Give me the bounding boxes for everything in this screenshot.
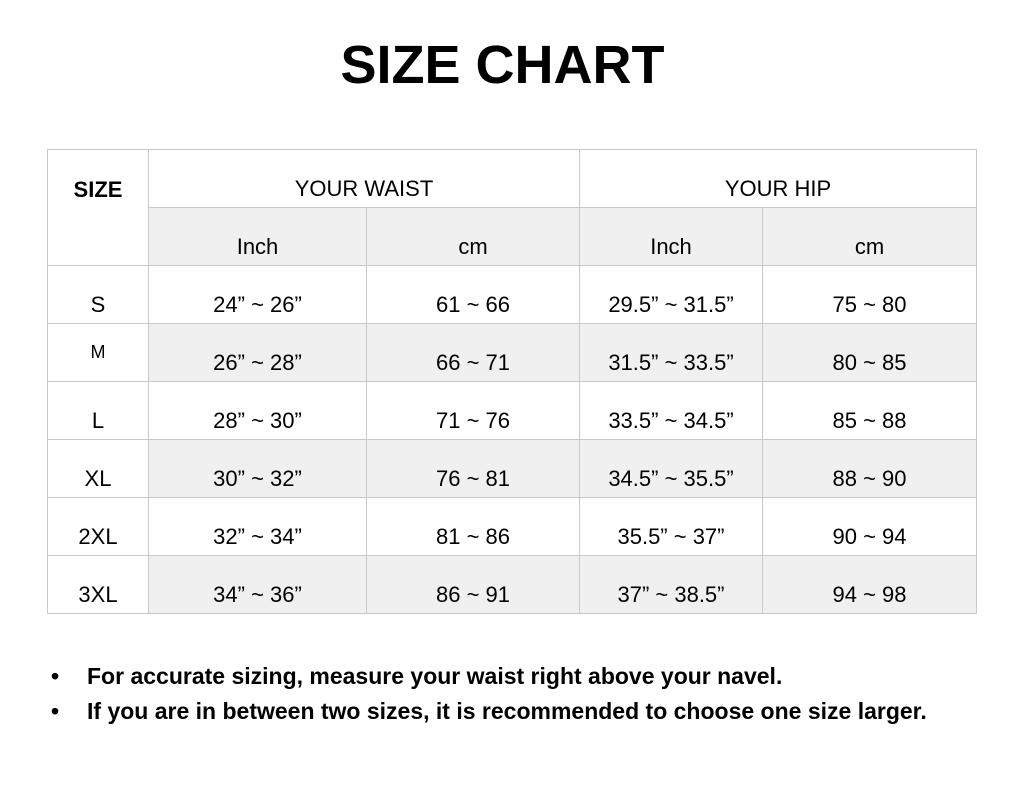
waist-inch-cell: 34” ~ 36” <box>149 556 367 614</box>
waist-inch-cell: 32” ~ 34” <box>149 498 367 556</box>
note-text: For accurate sizing, measure your waist right above your navel. <box>87 663 783 689</box>
size-cell: M <box>48 324 149 382</box>
hip-inch-cell: 29.5” ~ 31.5” <box>580 266 763 324</box>
waist-cm-cell: 66 ~ 71 <box>367 324 580 382</box>
size-header-label: SIZE <box>73 177 123 202</box>
hip-inch-subheader: Inch <box>580 208 763 266</box>
table-header-row <box>48 150 977 208</box>
sizing-notes <box>47 660 977 730</box>
waist-inch-cell: 24” ~ 26” <box>149 266 367 324</box>
hip-cm-cell: 85 ~ 88 <box>763 382 977 440</box>
waist-cm-cell: 86 ~ 91 <box>367 556 580 614</box>
hip-inch-cell: 35.5” ~ 37” <box>580 498 763 556</box>
size-cell: XL <box>48 440 149 498</box>
waist-inch-subheader: Inch <box>149 208 367 266</box>
waist-inch-cell: 30” ~ 32” <box>149 440 367 498</box>
hip-cm-cell: 80 ~ 85 <box>763 324 977 382</box>
size-chart-table <box>47 149 977 614</box>
page-title: SIZE CHART <box>340 35 665 95</box>
waist-cm-cell: 71 ~ 76 <box>367 382 580 440</box>
waist-header-label: YOUR WAIST <box>294 175 434 201</box>
size-cell: 3XL <box>48 556 149 614</box>
waist-cm-cell: 76 ~ 81 <box>367 440 580 498</box>
size-cell: L <box>48 382 149 440</box>
hip-cm-subheader: cm <box>763 208 977 266</box>
waist-column-header <box>149 150 580 208</box>
hip-column-header <box>580 150 977 208</box>
hip-cm-cell: 94 ~ 98 <box>763 556 977 614</box>
hip-inch-cell: 34.5” ~ 35.5” <box>580 440 763 498</box>
table-row <box>48 324 977 382</box>
size-cell: S <box>48 266 149 324</box>
hip-inch-cell: 33.5” ~ 34.5” <box>580 382 763 440</box>
table-row <box>48 440 977 498</box>
table-row <box>48 498 977 556</box>
note-text: If you are in between two sizes, it is recommended to choose one size larger. <box>87 698 927 724</box>
table-row <box>48 266 977 324</box>
list-item <box>47 660 977 693</box>
table-subheader-row <box>48 208 977 266</box>
waist-inch-cell: 26” ~ 28” <box>149 324 367 382</box>
table-row <box>48 382 977 440</box>
hip-inch-cell: 31.5” ~ 33.5” <box>580 324 763 382</box>
waist-inch-cell: 28” ~ 30” <box>149 382 367 440</box>
hip-header-label: YOUR HIP <box>724 175 832 201</box>
waist-cm-subheader: cm <box>367 208 580 266</box>
table-row <box>48 556 977 614</box>
list-item <box>47 695 977 728</box>
bullet-icon: • <box>51 698 60 724</box>
hip-cm-cell: 75 ~ 80 <box>763 266 977 324</box>
hip-cm-cell: 88 ~ 90 <box>763 440 977 498</box>
hip-inch-cell: 37” ~ 38.5” <box>580 556 763 614</box>
waist-cm-cell: 81 ~ 86 <box>367 498 580 556</box>
bullet-icon: • <box>51 663 60 689</box>
waist-cm-cell: 61 ~ 66 <box>367 266 580 324</box>
size-cell: 2XL <box>48 498 149 556</box>
hip-cm-cell: 90 ~ 94 <box>763 498 977 556</box>
size-column-header <box>48 150 149 266</box>
